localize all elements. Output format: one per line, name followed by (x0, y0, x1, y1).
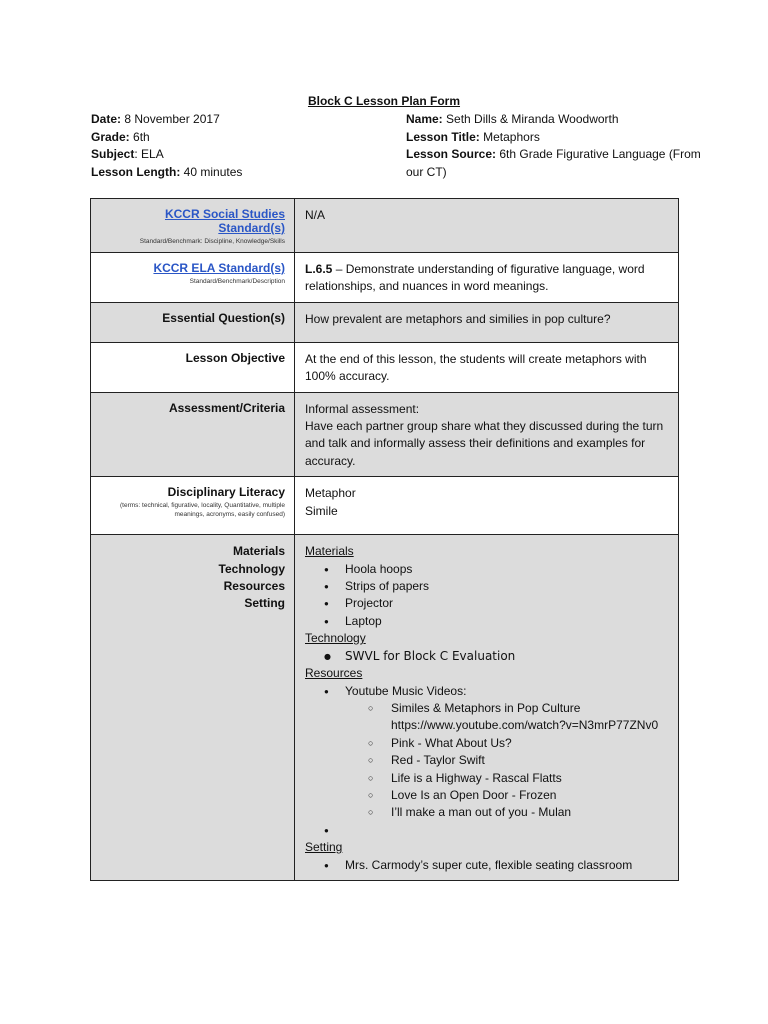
list-item: ● Projector (305, 595, 670, 612)
social-studies-label-cell (91, 199, 295, 253)
row-ela (91, 253, 679, 303)
row-assessment (91, 392, 679, 477)
lesson-plan-table (90, 198, 679, 881)
disciplinary-literacy-label-cell (91, 477, 295, 535)
subject-line: Subject: ELA (91, 147, 164, 162)
name-line: Name: Seth Dills & Miranda Woodworth (406, 112, 619, 126)
disciplinary-literacy-content (295, 477, 679, 535)
row-essential-question (91, 302, 679, 342)
resources-heading: Resources (305, 666, 363, 681)
row-materials (91, 535, 679, 881)
social-studies-standard-link[interactable]: KCCR Social Studies Standard(s) (164, 207, 285, 235)
form-title: Block C Lesson Plan Form (307, 94, 461, 108)
materials-label-cell: Materials Technology Resources Setting (91, 535, 295, 881)
list-item: ● SWVL for Block C Evaluation (305, 648, 670, 665)
assessment-content: Informal assessment: Have each partner group share what they discussed during the turn and talk and informally assess their definitions and examples for accuracy. (295, 392, 679, 477)
lesson-objective-label: Lesson Objective (91, 342, 295, 392)
disciplinary-literacy-label: Disciplinary Literacy (167, 485, 285, 500)
list-item: ● Strips of papers (305, 578, 670, 595)
technology-heading: Technology (305, 631, 366, 646)
lesson-source-line: Lesson Source: 6th Grade Figurative Language (From our CT) (406, 147, 701, 179)
row-disciplinary-literacy (91, 477, 679, 535)
video-item: ○ Red - Taylor Swift (305, 752, 670, 769)
lesson-title-line: Lesson Title: Metaphors (406, 129, 540, 144)
header-right (406, 111, 706, 181)
disciplinary-literacy-sub: (terms: technical, figurative, locality, Quantitative, multiple meanings, acronyms, easily confused) (120, 502, 285, 519)
social-studies-content: N/A (295, 199, 679, 253)
video-item: ○ Pink - What About Us? (305, 735, 670, 752)
assessment-label: Assessment/Criteria (91, 392, 295, 477)
video-item: ○ Love Is an Open Door - Frozen (305, 787, 670, 804)
ela-standard-link[interactable]: KCCR ELA Standard(s) (153, 261, 285, 275)
lesson-length-line: Lesson Length: 40 minutes (91, 164, 243, 179)
list-item: ● Hoola hoops (305, 561, 670, 578)
row-lesson-objective (91, 342, 679, 392)
grade-line: Grade: 6th (91, 129, 150, 144)
term-item: Metaphor (305, 486, 356, 501)
video-item: ○ I’ll make a man out of you - Mulan (305, 804, 670, 821)
list-item: ● Laptop (305, 613, 670, 630)
video-item: ○ Similes & Metaphors in Pop Culture https://www.youtube.com/watch?v=N3mrP77ZNv0 (305, 700, 670, 735)
term-item: Simile (305, 503, 338, 518)
essential-question-label: Essential Question(s) (91, 302, 295, 342)
materials-content (295, 535, 679, 881)
list-item: ● Mrs. Carmody’s super cute, flexible seating classroom (305, 857, 670, 874)
ela-code: L.6.5 (305, 262, 333, 276)
social-studies-sub: Standard/Benchmark: Discipline, Knowledge/Skills (139, 238, 285, 245)
ela-sub: Standard/Benchmark/Description (189, 278, 285, 285)
video-item: ○ Life is a Highway - Rascal Flatts (305, 770, 670, 787)
ela-content: L.6.5 – Demonstrate understanding of figurative language, word relationships, and nuances in word meanings. (295, 253, 679, 303)
essential-question-content: How prevalent are metaphors and similies in pop culture? (295, 302, 679, 342)
materials-heading: Materials (305, 544, 354, 559)
ela-label-cell (91, 253, 295, 303)
header-left (91, 111, 242, 181)
setting-heading: Setting (305, 840, 343, 855)
date-line: Date: 8 November 2017 (91, 112, 220, 126)
row-social-studies (91, 199, 679, 253)
lesson-objective-content: At the end of this lesson, the students will create metaphors with 100% accuracy. (295, 342, 679, 392)
empty-bullet (305, 822, 670, 839)
list-item: ● Youtube Music Videos: (305, 683, 670, 700)
